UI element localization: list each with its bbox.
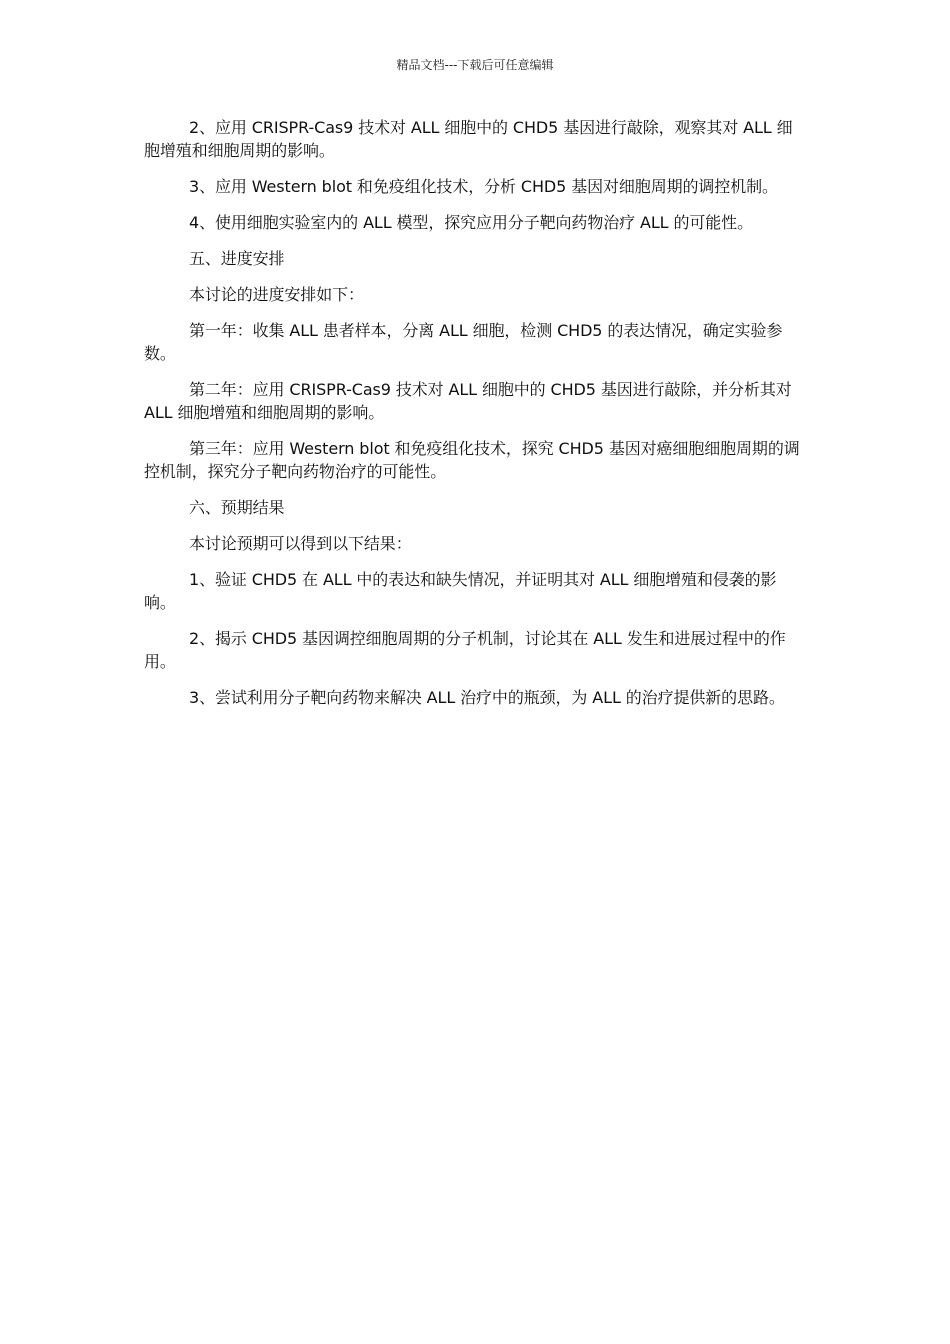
page-header: 精品文档---下载后可任意编辑: [396, 58, 554, 72]
paragraph-result-2: 2、揭示 CHD5 基因调控细胞周期的分子机制，讨论其在 ALL 发生和进展过程中的作用。: [144, 629, 786, 671]
section-heading-expected-results: 六、预期结果: [189, 498, 285, 517]
document-body: [144, 116, 806, 722]
paragraph-year-1: 第一年：收集 ALL 患者样本，分离 ALL 细胞，检测 CHD5 的表达情况，确定实验参数。: [144, 321, 783, 363]
paragraph-method-4: 4、使用细胞实验室内的 ALL 模型，探究应用分子靶向药物治疗 ALL 的可能性。: [189, 213, 753, 232]
paragraph-result-1: 1、验证 CHD5 在 ALL 中的表达和缺失情况，并证明其对 ALL 细胞增殖和侵袭的影响。: [144, 570, 777, 612]
paragraph-results-intro: 本讨论预期可以得到以下结果：: [189, 534, 412, 553]
paragraph-method-2: 2、应用 CRISPR-Cas9 技术对 ALL 细胞中的 CHD5 基因进行敲除，观察其对 ALL 细胞增殖和细胞周期的影响。: [144, 118, 793, 160]
section-heading-schedule: 五、进度安排: [189, 249, 285, 268]
paragraph-method-3: 3、应用 Western blot 和免疫组化技术，分析 CHD5 基因对细胞周期的调控机制。: [189, 177, 778, 196]
paragraph-result-3: 3、尝试利用分子靶向药物来解决 ALL 治疗中的瓶颈，为 ALL 的治疗提供新的思路。: [189, 688, 785, 707]
paragraph-year-2: 第二年：应用 CRISPR-Cas9 技术对 ALL 细胞中的 CHD5 基因进行敲除，并分析其对 ALL 细胞增殖和细胞周期的影响。: [144, 380, 792, 422]
paragraph-schedule-intro: 本讨论的进度安排如下：: [189, 285, 364, 304]
paragraph-year-3: 第三年：应用 Western blot 和免疫组化技术，探究 CHD5 基因对癌细胞细胞周期的调控机制，探究分子靶向药物治疗的可能性。: [144, 439, 800, 481]
